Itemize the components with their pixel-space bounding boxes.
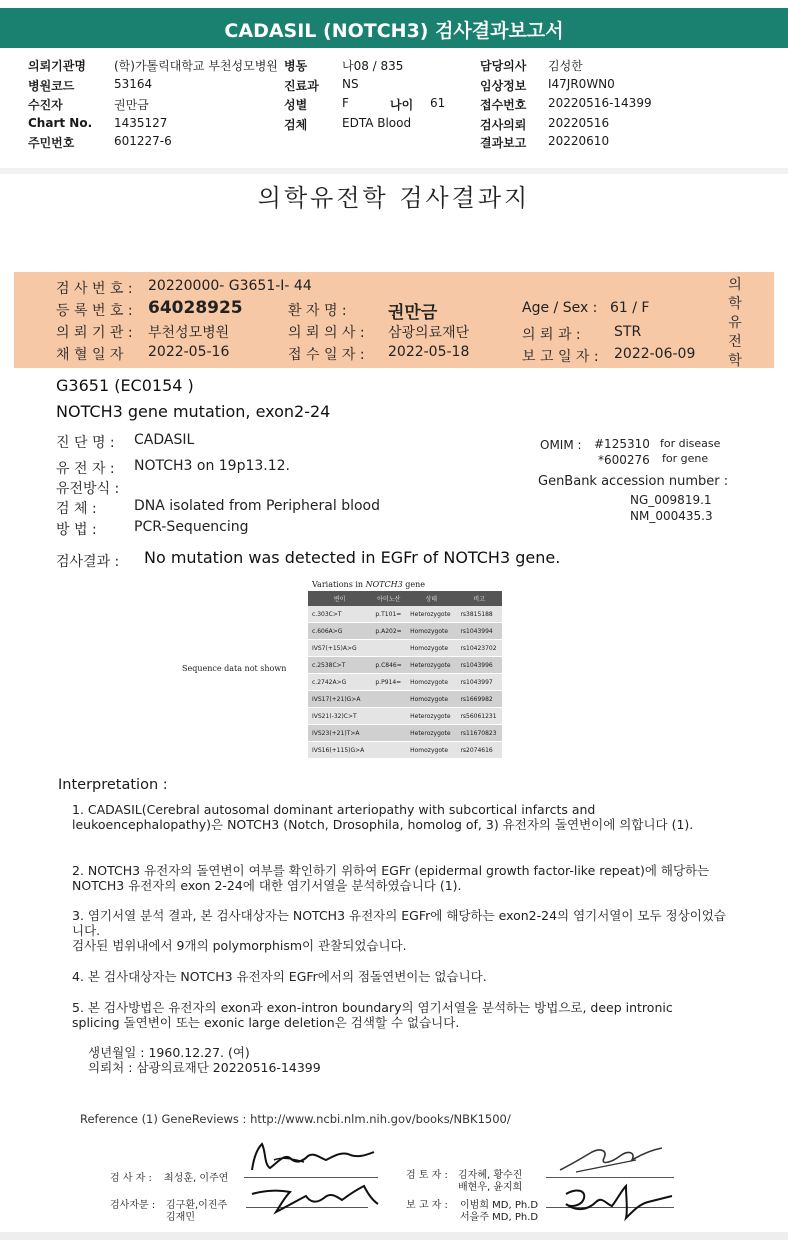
header-label: 접수번호	[480, 98, 527, 112]
variant-table-caption	[312, 580, 504, 589]
variant-table-figure	[308, 580, 504, 759]
variant-cell: rs1043994	[456, 623, 502, 640]
document-title: 의학유전학 검사결과지	[257, 184, 531, 212]
variant-cell: rs2074616	[456, 742, 502, 759]
collect-date: 2022-05-16	[148, 344, 230, 360]
variant-cell: rs56061231	[456, 708, 502, 725]
genbank-nm: NM_000435.3	[630, 509, 713, 523]
test-no-label: 검 사 번 호 :	[56, 281, 133, 297]
header-value: EDTA Blood	[342, 116, 412, 130]
header-label: 병원코드	[28, 79, 75, 93]
advisor-label: 검사자문 :	[110, 1200, 156, 1211]
birth-date: 생년월일 : 1960.12.27. (여)	[88, 1045, 250, 1060]
variant-cell: p.A202=	[371, 623, 406, 640]
reporter-names-1: 이범희 MD, Ph.D	[460, 1200, 539, 1211]
header-value: 김성한	[548, 59, 583, 73]
caption-gene: NOTCH3	[365, 580, 403, 589]
variant-cell: rs1043996	[456, 657, 502, 674]
caption-suffix: gene	[402, 580, 425, 589]
reporter-names-2: 서을주 MD, Ph.D	[460, 1212, 539, 1223]
header-label: 나이	[390, 98, 414, 112]
report-label: 보 고 일 자 :	[522, 349, 599, 365]
vertical-char: 의	[728, 277, 742, 293]
variant-cell: Homozygote	[406, 640, 456, 657]
specimen-label: 검 체 :	[56, 501, 97, 517]
header-label: 결과보고	[480, 136, 527, 150]
variant-cell: c.606A>G	[308, 623, 371, 640]
sequence-note: Sequence data not shown	[182, 664, 287, 673]
report-date: 2022-06-09	[614, 346, 696, 362]
variant-cell: p.C846=	[371, 657, 406, 674]
result-text: No mutation was detected in EGFr of NOTCH3 gene.	[144, 548, 561, 567]
column-header: 변이	[308, 591, 371, 606]
variant-cell: rs1669982	[456, 691, 502, 708]
header-label: 주민번호	[28, 136, 75, 150]
report-title-bar	[0, 8, 788, 48]
tester-label: 검 사 자 :	[110, 1173, 152, 1184]
genbank-ng: NG_009819.1	[630, 493, 712, 507]
method-label: 방 법 :	[56, 522, 97, 538]
diagnosis: CADASIL	[134, 432, 195, 448]
variant-cell: IVS23(+21)T>A	[308, 725, 371, 742]
receive-date: 2022-05-18	[388, 344, 470, 360]
variant-cell: rs1043997	[456, 674, 502, 691]
omim-disease-note: for disease	[660, 437, 721, 450]
test-code: G3651 (EC0154 )	[56, 376, 194, 395]
interpretation-p3-polymorphism: 검사된 범위내에서 9개의 polymorphism이 관찰되었습니다.	[72, 938, 407, 953]
variant-row	[308, 640, 502, 657]
institution: 부천성모병원	[148, 325, 230, 341]
variant-cell: IVS21(-32)C>T	[308, 708, 371, 725]
header-value: 53164	[114, 77, 153, 91]
header-label: 임상정보	[480, 79, 527, 93]
dept-label: 의 뢰 과 :	[522, 327, 581, 343]
variant-cell: rs3815188	[456, 606, 502, 623]
genbank-label: GenBank accession number :	[538, 474, 729, 489]
reviewer-signature	[556, 1140, 676, 1178]
variant-cell: p.T101=	[371, 606, 406, 623]
header-label: Chart No.	[28, 116, 93, 130]
omim-gene-note: for gene	[662, 452, 709, 465]
gene-label: 유 전 자 :	[56, 461, 115, 477]
inheritance-label: 유전방식 :	[56, 481, 120, 497]
gene: NOTCH3 on 19p13.12.	[134, 458, 291, 474]
header-value: I47JR0WN0	[548, 77, 615, 91]
column-header: 상태	[406, 591, 456, 606]
variant-row	[308, 708, 502, 725]
header-label: 진료과	[284, 79, 319, 93]
interpretation-heading: Interpretation :	[58, 777, 168, 793]
header-label: 성별	[284, 98, 308, 112]
reg-no-label: 등 록 번 호 :	[56, 303, 133, 319]
variant-cell: c.303C>T	[308, 606, 371, 623]
header-value: F	[342, 96, 349, 110]
header-label: 검체	[284, 118, 308, 132]
variant-cell: c.2538C>T	[308, 657, 371, 674]
variant-row	[308, 725, 502, 742]
variant-cell	[371, 725, 406, 742]
patient-name: 권만금	[388, 303, 438, 323]
reviewer-names-2: 배현우, 윤지희	[458, 1182, 523, 1193]
header-value: 권만금	[114, 98, 149, 112]
variant-table-body	[308, 606, 502, 759]
variant-cell: Homozygote	[406, 623, 456, 640]
result-label: 검사결과 :	[56, 554, 120, 570]
variant-row	[308, 674, 502, 691]
vertical-char: 학	[728, 296, 742, 312]
header-value: 61	[430, 96, 446, 110]
reviewer-names-1: 김자혜, 황수진	[458, 1170, 523, 1181]
requester: 삼광의료재단	[388, 325, 470, 341]
header-value: 601227-6	[114, 134, 172, 148]
variant-cell: IVS7(+15)A>G	[308, 640, 371, 657]
variant-cell: p.P914=	[371, 674, 406, 691]
requester-label: 의 뢰 의 사 :	[288, 325, 365, 341]
header-label: 검사의뢰	[480, 118, 527, 132]
variant-cell: rs10423702	[456, 640, 502, 657]
variant-cell	[371, 708, 406, 725]
variant-table-header	[308, 591, 502, 606]
column-header: 비고	[456, 591, 502, 606]
column-header: 아미노산	[371, 591, 406, 606]
interpretation-p3: 3. 염기서열 분석 결과, 본 검사대상자는 NOTCH3 유전자의 EGFr에 해당하는 exon2-24의 염기서열이 모두 정상이었습니다.	[72, 908, 726, 938]
variant-cell: Heterozygote	[406, 657, 456, 674]
interpretation-p1: 1. CADASIL(Cerebral autosomal dominant arteriopathy with subcortical infarcts and leukoencephalopathy)은 NOTCH3 (Notch, Drosophila, homolog of, 3) 유전자의 돌연변이에 의합니다 (1).	[72, 802, 694, 832]
header-label: 의뢰기관명	[28, 59, 86, 73]
reporter-label: 보 고 자 :	[406, 1200, 448, 1211]
specimen: DNA isolated from Peripheral blood	[134, 498, 381, 514]
header-value: 1435127	[114, 116, 168, 130]
header-value: 20220516-14399	[548, 96, 652, 110]
header-value: 나08 / 835	[342, 59, 404, 73]
variant-row	[308, 742, 502, 759]
header-value: 20220516	[548, 116, 610, 130]
variant-row	[308, 657, 502, 674]
variant-cell	[371, 640, 406, 657]
dept: STR	[614, 324, 642, 340]
caption-prefix: Variations in	[312, 580, 366, 589]
variant-cell	[371, 742, 406, 759]
tester-signature	[244, 1138, 384, 1178]
interpretation-p5: 5. 본 검사방법은 유전자의 exon과 exon-intron boundary의 염기서열을 분석하는 방법으로, deep intronic splicing 돌연변이 또는 exonic large deletion은 검색할 수 없습니다.	[72, 1000, 673, 1030]
method: PCR-Sequencing	[134, 519, 249, 535]
header-label: 수진자	[28, 98, 63, 112]
variant-row	[308, 623, 502, 640]
variant-table	[308, 591, 502, 759]
variant-cell: Homozygote	[406, 674, 456, 691]
omim-disease-id: #125310	[594, 437, 650, 451]
reference: Reference (1) GeneReviews : http://www.ncbi.nlm.nih.gov/books/NBK1500/	[80, 1112, 511, 1126]
institution-label: 의 뢰 기 관 :	[56, 325, 133, 341]
header-label: 담당의사	[480, 59, 527, 73]
reg-no: 64028925	[148, 298, 243, 318]
reporter-signature	[556, 1182, 676, 1222]
interpretation-p2: 2. NOTCH3 유전자의 돌연변이 여부를 확인하기 위하여 EGFr (epidermal growth factor-like repeat)에 해당하는 NOTCH3 유전자의 exon 2-24에 대한 염기서열을 분석하였습니다 (1).	[72, 863, 710, 893]
variant-cell: IVS16(+115)G>A	[308, 742, 371, 759]
age-sex-label: Age / Sex :	[522, 300, 598, 316]
vertical-char: 유	[728, 315, 742, 331]
variant-cell: IVS17(+21)G>A	[308, 691, 371, 708]
collect-label: 채 혈 일 자	[56, 347, 124, 363]
tester-names: 최성훈, 이주연	[164, 1173, 229, 1184]
vertical-char: 전	[728, 334, 742, 350]
patient-label: 환 자 명 :	[288, 303, 347, 319]
header-value: 20220610	[548, 134, 610, 148]
variant-row	[308, 606, 502, 623]
header-value: (학)가톨릭대학교 부천성모병원	[114, 59, 278, 73]
variant-cell: Heterozygote	[406, 606, 456, 623]
vertical-char: 학	[728, 353, 742, 369]
variant-cell: Homozygote	[406, 691, 456, 708]
report-title: CADASIL (NOTCH3) 검사결과보고서	[224, 20, 564, 42]
vertical-label	[726, 276, 744, 371]
variant-row	[308, 691, 502, 708]
advisor-names-2: 김재민	[166, 1212, 195, 1223]
diagnosis-label: 진 단 명 :	[56, 435, 115, 451]
test-name: NOTCH3 gene mutation, exon2-24	[56, 402, 331, 421]
receive-label: 접 수 일 자 :	[288, 347, 365, 363]
variant-cell: Heterozygote	[406, 708, 456, 725]
header-separator	[0, 168, 788, 174]
variant-cell	[371, 691, 406, 708]
requester-info: 의뢰처 : 삼광의료재단 20220516-14399	[88, 1060, 321, 1075]
interpretation-p4: 4. 본 검사대상자는 NOTCH3 유전자의 EGFr에서의 점돌연변이는 없습니다.	[72, 969, 487, 984]
advisor-signature	[246, 1180, 386, 1216]
header-label: 병동	[284, 59, 308, 73]
variant-cell: Homozygote	[406, 742, 456, 759]
header-value: NS	[342, 77, 359, 91]
variant-cell: c.2742A>G	[308, 674, 371, 691]
reviewer-label: 검 토 자 :	[406, 1170, 448, 1181]
test-no: 20220000- G3651-I- 44	[148, 278, 312, 294]
age-sex: 61 / F	[610, 300, 650, 316]
bottom-bar	[0, 1232, 788, 1240]
omim-gene-id: *600276	[598, 453, 650, 467]
advisor-names-1: 김구환,이진주	[166, 1200, 228, 1211]
variant-cell: rs11670823	[456, 725, 502, 742]
omim-label: OMIM :	[540, 438, 582, 452]
variant-cell: Heterozygote	[406, 725, 456, 742]
